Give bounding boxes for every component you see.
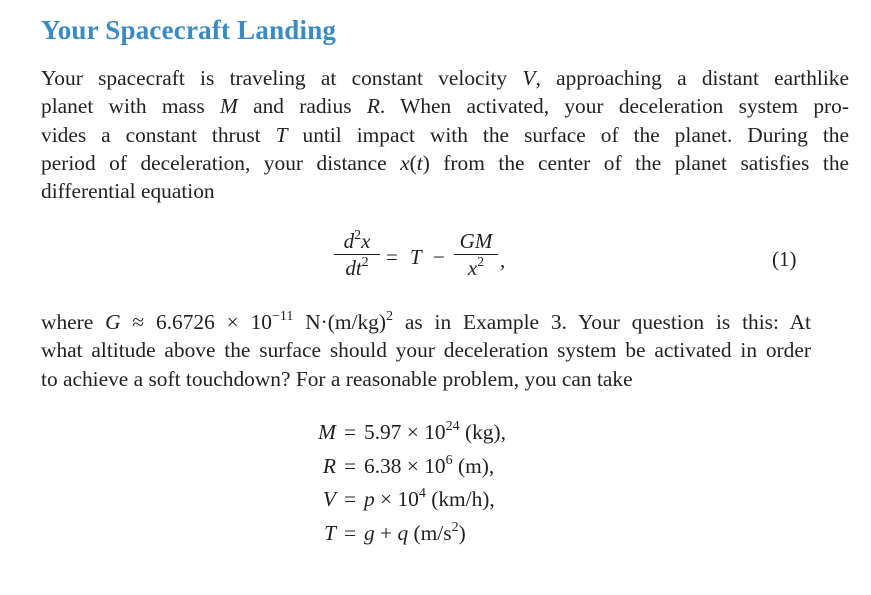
paragraph-line: Your spacecraft is traveling at constant velocity V, approaching a distant earthlike: [41, 66, 849, 90]
parameter-radius: $R = 6.38 \times 10^6$ (m),: [322, 452, 495, 478]
parameter-equations: [312, 416, 506, 550]
paragraph-line: where $G \approx 6.6726 \times 10^{-11}$ $N\cdot(m/kg)^2$ as in Example 3. Your question is this: At: [41, 309, 811, 334]
parameter-velocity: $V = p \times 10^4$ (km/h),: [322, 486, 495, 511]
equation-number: (1): [772, 247, 797, 271]
section-title: Your Spacecraft Landing: [41, 15, 337, 45]
paragraph-line: what altitude above the surface should your deceleration system be activated in order: [41, 338, 811, 363]
lhs-fraction: $d^2x$ $dt^2$: [334, 228, 380, 281]
paragraph-line: vides a constant thrust T until impact with the surface of the planet. During the: [41, 122, 849, 147]
parameter-mass: $M = 5.97 \times 10^{24}$ (kg),: [318, 419, 506, 444]
thrust-symbol: T: [410, 245, 422, 269]
equation-comma: ,: [500, 248, 506, 272]
paragraph-line: to achieve a soft touchdown? For a reasonable problem, you can take: [41, 366, 633, 391]
question-paragraph: [41, 308, 811, 393]
rhs-fraction: GM $x^2$: [454, 228, 498, 281]
differential-equation: [334, 228, 534, 288]
minus-sign: −: [433, 245, 445, 269]
paragraph-line: differential equation: [41, 179, 215, 204]
paragraph-line: planet with mass M and radius R. When activated, your deceleration system pro-: [41, 94, 849, 119]
equals-sign: =: [386, 245, 398, 269]
parameter-thrust: T = g + q $(m/s^2)$: [324, 519, 466, 545]
paragraph-line: period of deceleration, your distance x(t) from the center of the planet satisfies the: [41, 150, 850, 175]
intro-paragraph: [41, 64, 849, 205]
